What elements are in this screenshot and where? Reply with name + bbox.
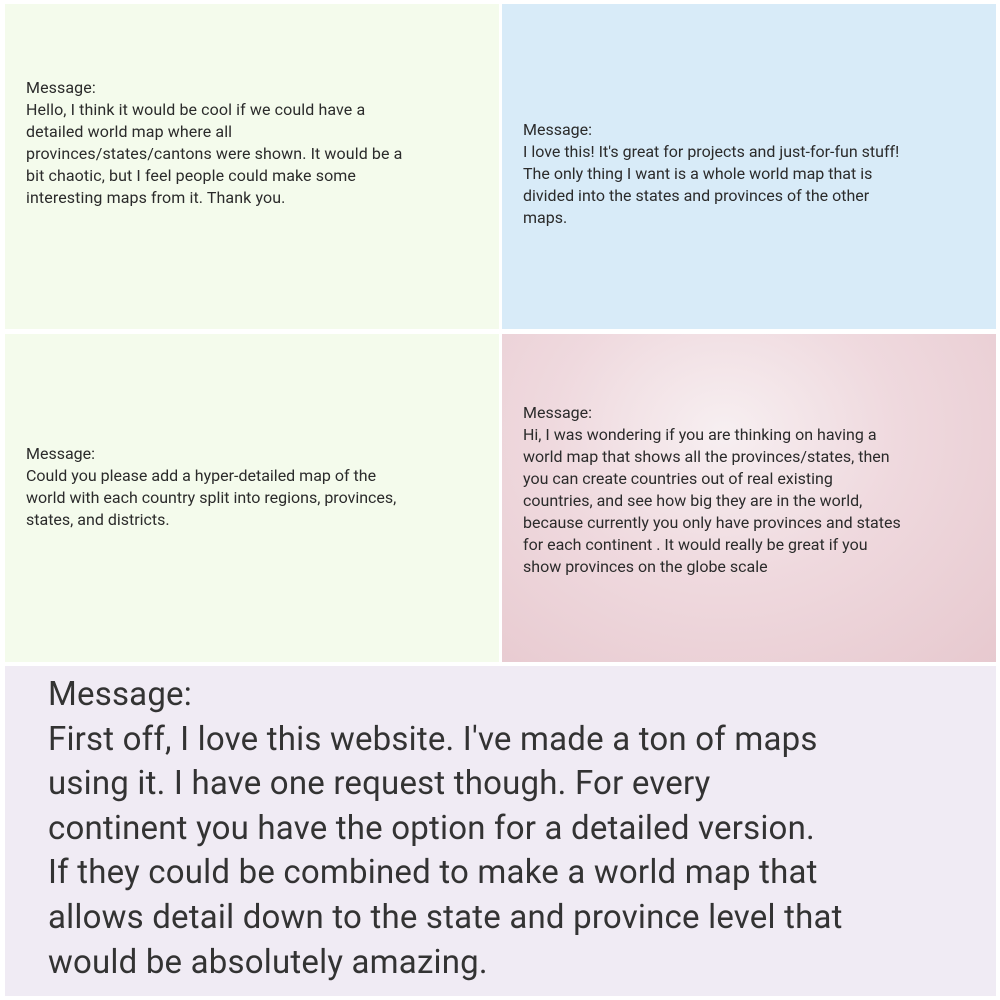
- message-body: Hello, I think it would be cool if we could have a detailed world map where all provinces/states/cantons were shown. It would be a bit chaotic, but I feel people could make some interesting maps from it. Thank you.: [26, 100, 403, 207]
- message-body: Could you please add a hyper-detailed map of the world with each country split into regions, provinces, states, and districts.: [26, 466, 397, 529]
- message-body: Hi, I was wondering if you are thinking on having a world map that shows all the provinces/states, then you can create countries out of real existing countries, and see how big they are in the world, because currently you only have provinces and states for each continent . It would really be great if you show provinces on the globe scale: [523, 425, 901, 576]
- message-card-5: [5, 666, 996, 996]
- message-content: [48, 673, 988, 985]
- message-body: First off, I love this website. I've made a ton of maps using it. I have one request though. For every continent you have the option for a detailed version. If they could be combined to make a world map that allows detail down to the state and province level that would be absolutely amazing.: [48, 719, 843, 982]
- message-card-3: [5, 334, 499, 662]
- message-card-1: [5, 4, 499, 329]
- message-content: [523, 402, 988, 578]
- message-label: Message:: [26, 444, 96, 463]
- message-content: [26, 443, 486, 531]
- message-label: Message:: [26, 78, 96, 97]
- message-card-2: [502, 4, 996, 329]
- message-label: Message:: [523, 120, 593, 139]
- message-content: [26, 77, 486, 209]
- message-content: [523, 119, 991, 229]
- message-card-4: [502, 334, 996, 662]
- message-body: I love this! It's great for projects and just-for-fun stuff! The only thing I want is a whole world map that is divided into the states and provinces of the other maps.: [523, 142, 900, 227]
- message-label: Message:: [523, 403, 593, 422]
- message-label: Message:: [48, 675, 192, 714]
